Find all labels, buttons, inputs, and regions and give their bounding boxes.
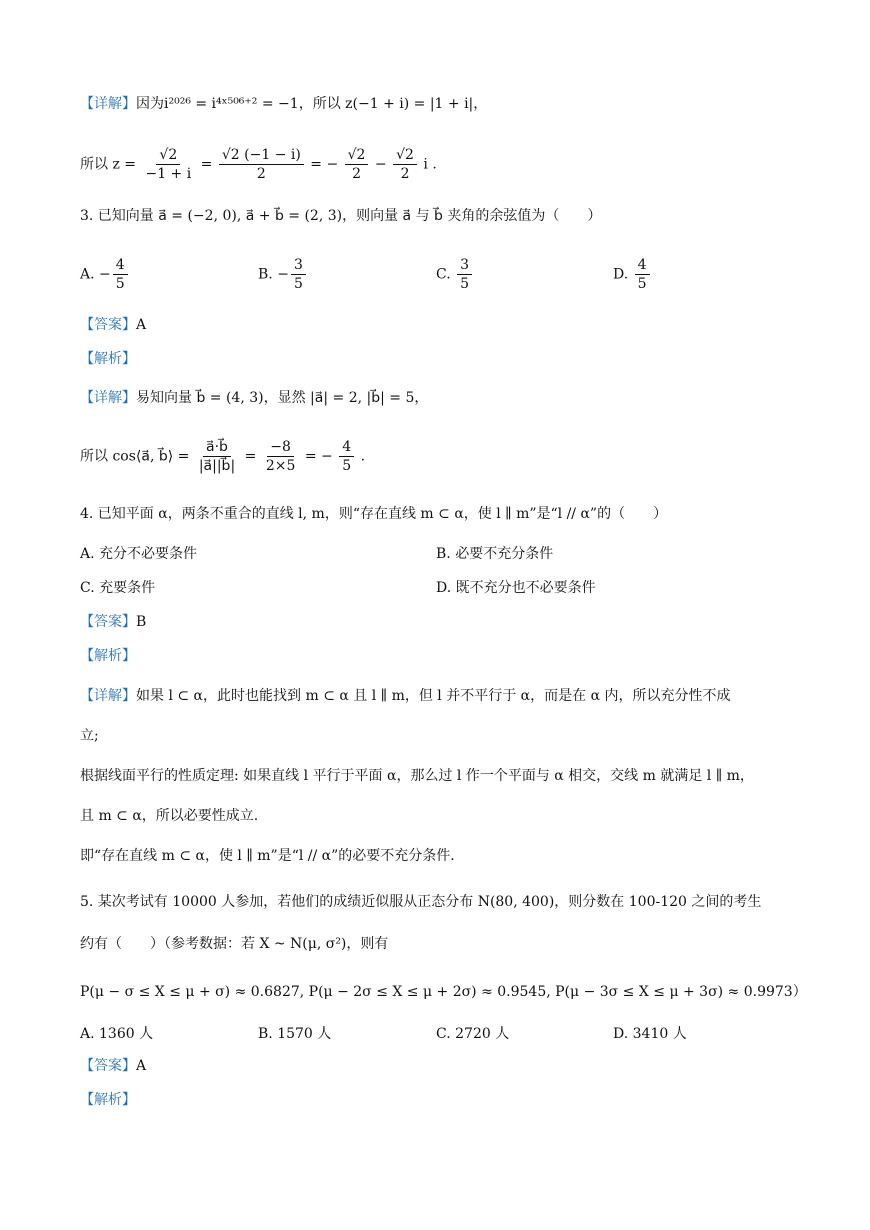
- detail-tag: 【详解】: [80, 390, 136, 406]
- question-3: 3. 已知向量 a⃗ = (−2, 0), a⃗ + b⃗ = (2, 3)，则向量 a⃗ 与 b⃗ 夹角的余弦值为（ ）: [80, 208, 602, 224]
- q5-option-d: [613, 1024, 687, 1044]
- fraction: [393, 146, 417, 183]
- option-sign: −: [99, 266, 111, 283]
- numerator: 4: [339, 438, 354, 457]
- option-text: 1570 人: [277, 1026, 332, 1042]
- question-5-line-2: 约有（ ）（参考数据：若 X ~ N(μ, σ²)，则有: [80, 936, 389, 952]
- q4-option-a: [80, 544, 197, 564]
- analysis-tag: 【解析】: [80, 648, 136, 664]
- q3-answer: [80, 315, 146, 335]
- option-sign: −: [277, 266, 289, 283]
- fraction: [291, 256, 306, 293]
- formula-suffix: i .: [423, 156, 437, 173]
- answer-tag: 【答案】: [80, 614, 136, 630]
- q3-option-b: [258, 256, 308, 293]
- option-text: 既不充分也不必要条件: [455, 580, 596, 596]
- fraction: [142, 146, 194, 183]
- question-4: 4. 已知平面 α，两条不重合的直线 l, m，则“存在直线 m ⊂ α，使 l ∥ m”是“l // α”的（ ）: [80, 506, 668, 522]
- q5-option-c: [436, 1024, 509, 1044]
- option-label: B.: [436, 546, 451, 562]
- fraction: [113, 256, 128, 293]
- q4-detail-line-5: 即“存在直线 m ⊂ α，使 l ∥ m”是“l // α”的必要不充分条件.: [80, 848, 455, 864]
- fraction: [635, 256, 650, 293]
- q4-option-c: [80, 578, 155, 598]
- numerator: a⃗·b⃗: [203, 438, 231, 457]
- analysis-tag: 【解析】: [80, 1092, 136, 1108]
- numerator: √2 (−1 − i): [219, 146, 304, 165]
- denominator: 5: [342, 458, 352, 474]
- fraction: [263, 438, 299, 475]
- option-label: C.: [436, 266, 451, 283]
- numerator: √2: [393, 146, 417, 165]
- denominator: 5: [115, 276, 125, 292]
- option-text: 1360 人: [99, 1026, 154, 1042]
- formula-prefix: 所以 cos⟨a⃗, b⃗⟩ =: [80, 448, 190, 465]
- option-text: 充分不必要条件: [99, 546, 198, 562]
- answer-value: A: [136, 317, 147, 333]
- numerator: √2: [345, 146, 369, 165]
- q3-detail-line-2: 所以 cos⟨a⃗, b⃗⟩ = $\frac{a⃗\cdot b⃗}{|a⃗||b⃗|}$ = $\frac{-8}{2\times 5}$ = − $\frac{4}{5}$ .: [80, 439, 366, 474]
- option-label: A.: [80, 1026, 95, 1042]
- denominator: 2×5: [265, 458, 296, 474]
- answer-tag: 【答案】: [80, 317, 136, 333]
- denominator: 2: [352, 166, 362, 182]
- q2-detail-line-2: 所以 z = $\frac{√2}{-1 + i}$ = $\frac{√2 (-1 - i)}{2}$ = − $\frac{√2}{2}$ − $\frac{√2}{2}$ i .: [80, 147, 437, 182]
- answer-value: B: [136, 614, 147, 630]
- detail-tag: 【详解】: [80, 96, 136, 112]
- detail-text: 易知向量 b⃗ = (4, 3)，显然 |a⃗| = 2, |b⃗| = 5，: [136, 390, 429, 406]
- formula-mid: = −: [310, 156, 339, 173]
- question-5: 5. 某次考试有 10000 人参加，若他们的成绩近似服从正态分布 N(80, 400)，则分数在 100-120 之间的考生: [80, 894, 762, 910]
- q4-detail-line-1: [80, 686, 730, 706]
- detail-text: 因为i²⁰²⁶ = i⁴ˣ⁵⁰⁶⁺² = −1，所以 z(−1 + i) = |1 + i|，: [136, 96, 488, 112]
- formula-minus: −: [374, 156, 387, 173]
- denominator: 2: [400, 166, 410, 182]
- analysis-tag: 【解析】: [80, 351, 136, 367]
- option-text: 必要不充分条件: [455, 546, 554, 562]
- q5-option-a: [80, 1024, 153, 1044]
- fraction: [196, 438, 238, 475]
- q5-analysis-heading: [80, 1090, 136, 1110]
- option-label: C.: [436, 1026, 451, 1042]
- q4-detail-line-4: 且 m ⊂ α，所以必要性成立.: [80, 808, 259, 824]
- numerator: 4: [635, 256, 650, 275]
- q5-option-b: [258, 1024, 331, 1044]
- fraction: [339, 438, 354, 475]
- fraction: [219, 146, 304, 183]
- option-text: 充要条件: [99, 580, 156, 596]
- q3-analysis-heading: [80, 349, 136, 369]
- q4-analysis-heading: [80, 646, 136, 666]
- q3-option-c: [436, 256, 474, 293]
- denominator: 2: [256, 166, 266, 182]
- formula-suffix: .: [360, 448, 366, 465]
- q3-option-a: [80, 256, 130, 293]
- answer-tag: 【答案】: [80, 1058, 136, 1074]
- q3-detail-line-1: [80, 388, 428, 408]
- detail-tag: 【详解】: [80, 688, 136, 704]
- option-label: B.: [258, 1026, 273, 1042]
- denominator: 5: [460, 276, 470, 292]
- q4-answer: [80, 612, 146, 632]
- q2-detail-line-1: [80, 94, 487, 114]
- denominator: |a⃗||b⃗|: [198, 458, 236, 474]
- denominator: 5: [293, 276, 303, 292]
- option-label: D.: [613, 266, 629, 283]
- option-label: A.: [80, 266, 95, 283]
- option-label: B.: [258, 266, 273, 283]
- denominator: 5: [637, 276, 647, 292]
- q4-detail-line-3: 根据线面平行的性质定理: 如果直线 l 平行于平面 α，那么过 l 作一个平面与 α 相交，交线 m 就满足 l ∥ m，: [80, 768, 754, 784]
- formula-prefix: 所以 z =: [80, 156, 137, 173]
- q4-detail-line-2: 立;: [80, 728, 99, 744]
- denominator: −1 + i: [145, 166, 192, 182]
- q4-option-d: [436, 578, 596, 598]
- q3-option-d: [613, 256, 652, 293]
- answer-value: A: [136, 1058, 147, 1074]
- option-text: 3410 人: [632, 1026, 687, 1042]
- numerator: 3: [291, 256, 306, 275]
- numerator: −8: [267, 438, 294, 457]
- option-text: 2720 人: [455, 1026, 510, 1042]
- question-5-line-3: P(μ − σ ≤ X ≤ μ + σ) ≈ 0.6827, P(μ − 2σ ≤ X ≤ μ + 2σ) ≈ 0.9545, P(μ − 3σ ≤ X ≤ μ + 3σ) ≈ 0.9973）: [80, 984, 807, 1000]
- option-label: D.: [613, 1026, 629, 1042]
- numerator: 3: [457, 256, 472, 275]
- formula-mid: = −: [304, 448, 333, 465]
- q5-answer: [80, 1056, 146, 1076]
- option-label: D.: [436, 580, 452, 596]
- option-label: C.: [80, 580, 95, 596]
- fraction: [457, 256, 472, 293]
- fraction: [345, 146, 369, 183]
- detail-text: 如果 l ⊂ α，此时也能找到 m ⊂ α 且 l ∥ m，但 l 并不平行于 α，而是在 α 内，所以充分性不成: [136, 688, 731, 704]
- option-label: A.: [80, 546, 95, 562]
- q4-option-b: [436, 544, 553, 564]
- numerator: 4: [113, 256, 128, 275]
- numerator: √2: [156, 146, 180, 165]
